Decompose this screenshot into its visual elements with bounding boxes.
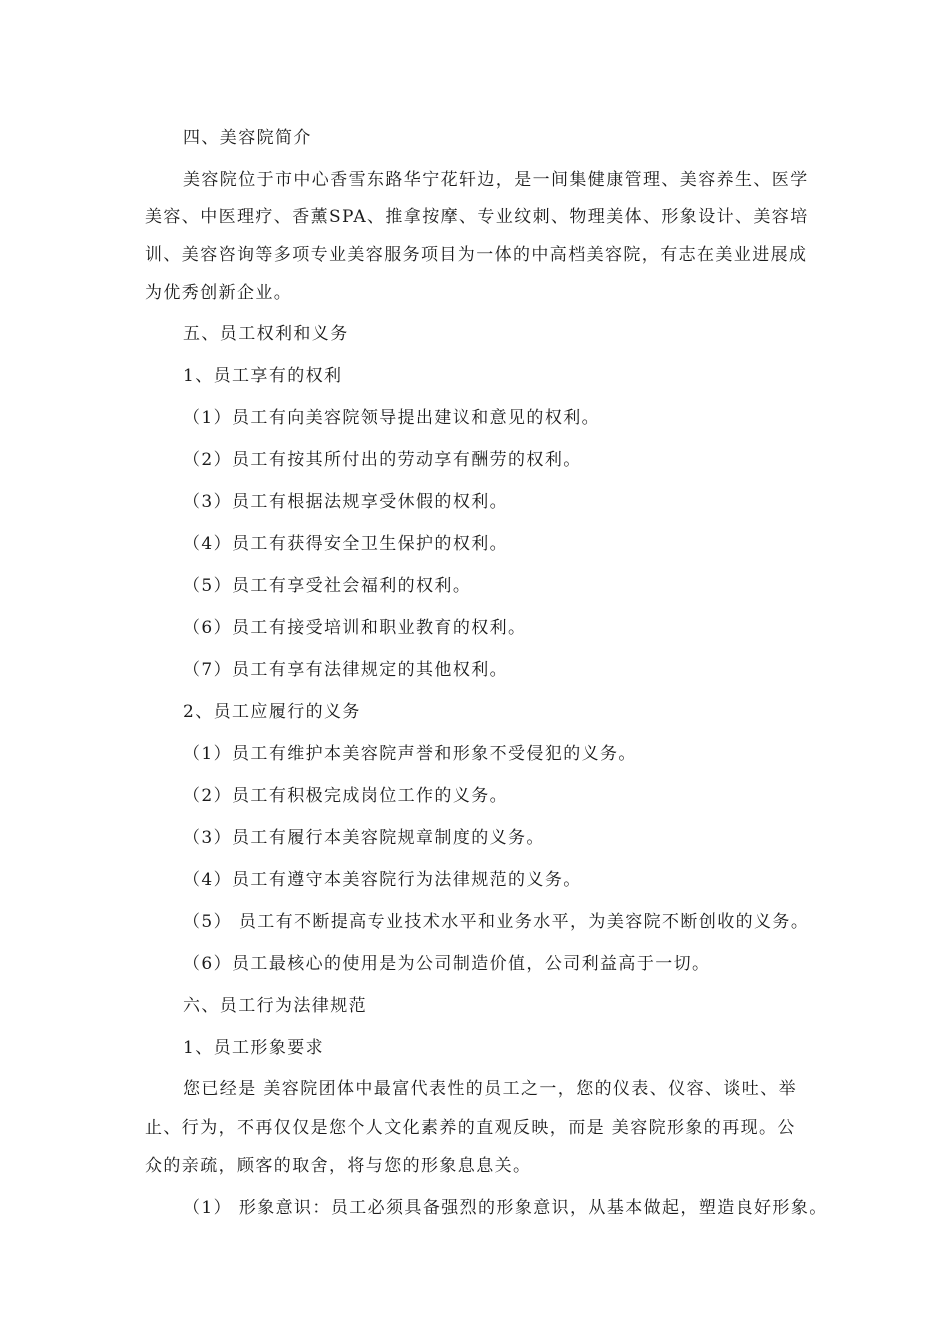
image-paragraph-line-1: 您已经是 美容院团体中最富代表性的员工之一，您的仪表、仪容、谈吐、举: [183, 1079, 798, 1099]
rights-item-6: （6）员工有接受培训和职业教育的权利。: [183, 618, 527, 638]
rights-item-4: （4）员工有获得安全卫生保护的权利。: [183, 534, 509, 554]
image-paragraph-line-3: 众的亲疏，顾客的取舍，将与您的形象息息关。: [145, 1156, 532, 1176]
intro-paragraph-line-3: 训、美容咨询等多项专业美容服务项目为一体的中高档美容院，有志在美业进展成: [145, 245, 808, 265]
section-4-heading: 四、美容院简介: [183, 128, 312, 148]
duties-item-3: （3）员工有履行本美容院规章制度的义务。: [183, 828, 545, 848]
image-paragraph-line-2: 止、行为，不再仅仅是您个人文化素养的直观反映，而是 美容院形象的再现。公: [145, 1118, 796, 1138]
duties-item-4: （4）员工有遵守本美容院行为法律规范的义务。: [183, 870, 582, 890]
image-item-1: （1） 形象意识：员工必须具备强烈的形象意识，从基本做起，塑造良好形象。: [183, 1198, 828, 1218]
rights-item-7: （7）员工有享有法律规定的其他权利。: [183, 660, 509, 680]
image-requirements-heading: 1、员工形象要求: [183, 1038, 325, 1058]
duties-item-5: （5） 员工有不断提高专业技术水平和业务水平，为美容院不断创收的义务。: [183, 912, 810, 932]
section-5-heading: 五、员工权利和义务: [183, 324, 349, 344]
duties-item-6: （6）员工最核心的使用是为公司制造价值，公司利益高于一切。: [183, 954, 711, 974]
duties-heading: 2、员工应履行的义务: [183, 702, 361, 722]
intro-paragraph-line-1: 美容院位于市中心香雪东路华宁花轩边，是一间集健康管理、美容养生、医学: [183, 170, 809, 190]
duties-item-2: （2）员工有积极完成岗位工作的义务。: [183, 786, 509, 806]
rights-item-5: （5）员工有享受社会福利的权利。: [183, 576, 472, 596]
intro-paragraph-line-4: 为优秀创新企业。: [145, 283, 293, 303]
rights-item-1: （1）员工有向美容院领导提出建议和意见的权利。: [183, 408, 601, 428]
section-6-heading: 六、员工行为法律规范: [183, 996, 367, 1016]
duties-item-1: （1）员工有维护本美容院声誉和形象不受侵犯的义务。: [183, 744, 637, 764]
intro-paragraph-line-2: 美容、中医理疗、香薰SPA、推拿按摩、专业纹刺、物理美体、形象设计、美容培: [145, 207, 809, 227]
rights-item-2: （2）员工有按其所付出的劳动享有酬劳的权利。: [183, 450, 582, 470]
rights-heading: 1、员工享有的权利: [183, 366, 343, 386]
rights-item-3: （3）员工有根据法规享受休假的权利。: [183, 492, 509, 512]
